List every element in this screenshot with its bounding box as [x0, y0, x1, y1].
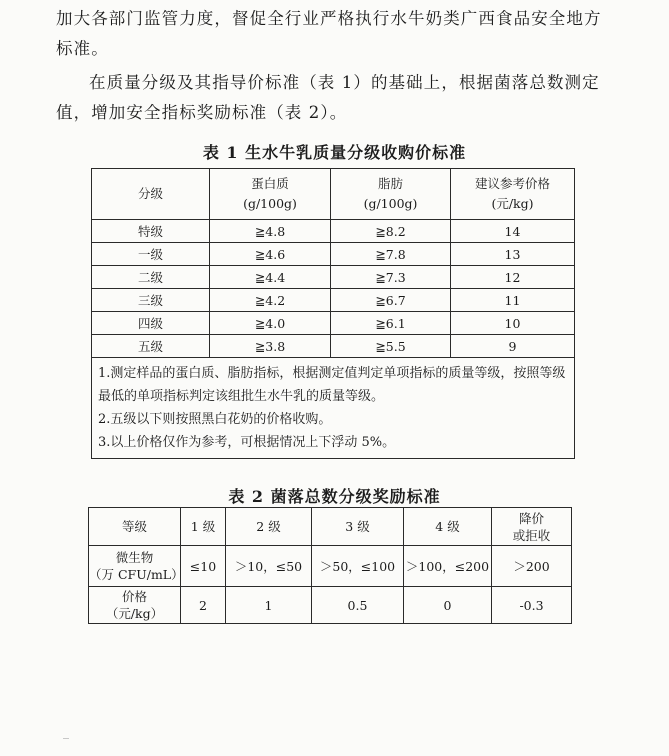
grade-cell: 特级 — [92, 220, 210, 243]
table1-header-cell: 分级 — [92, 169, 210, 220]
table-row — [92, 289, 575, 312]
table2-header-cell: 1 级 — [181, 508, 226, 546]
grade-cell: 四级 — [92, 312, 210, 335]
table-row — [92, 335, 575, 358]
reward-cell: 2 — [181, 587, 226, 624]
table1-header-row — [92, 169, 575, 220]
table-row — [89, 587, 572, 624]
protein-cell: ≧4.6 — [210, 243, 331, 266]
note-1: 1.测定样品的蛋白质、脂肪指标，根据测定值判定单项指标的质量等级，按照等级最低的单项指标判定该组批生水牛乳的质量等级。 — [98, 366, 566, 404]
price-cell: 10 — [451, 312, 575, 335]
price-cell: 11 — [451, 289, 575, 312]
price-label-cell: 价格 （元/kg） — [89, 587, 181, 624]
fat-cell: ≧7.8 — [331, 243, 451, 266]
table1-header-cell: 脂肪 (g/100g) — [331, 169, 451, 220]
table2-header-cell: 等级 — [89, 508, 181, 546]
table2-header-cell: 4 级 — [404, 508, 492, 546]
grade-cell: 一级 — [92, 243, 210, 266]
table1-notes-row — [92, 358, 575, 459]
grade-cell: 二级 — [92, 266, 210, 289]
micro-cell: ＞200 — [492, 546, 572, 587]
fat-cell: ≧5.5 — [331, 335, 451, 358]
reward-cell: 0 — [404, 587, 492, 624]
protein-cell: ≧3.8 — [210, 335, 331, 358]
micro-cell: ＞10，≤50 — [226, 546, 312, 587]
price-cell: 9 — [451, 335, 575, 358]
table2-header-cell: 降价 或拒收 — [492, 508, 572, 546]
note-3: 3.以上价格仅作为参考，可根据情况上下浮动 5%。 — [98, 435, 396, 450]
fat-cell: ≧8.2 — [331, 220, 451, 243]
reward-cell: 0.5 — [312, 587, 404, 624]
milk-grade-price-table — [91, 168, 575, 459]
table-row — [92, 266, 575, 289]
scan-speck — [63, 738, 69, 739]
protein-cell: ≧4.4 — [210, 266, 331, 289]
table1-caption: 表 1 生水牛乳质量分级收购价标准 — [202, 143, 467, 162]
protein-cell: ≧4.0 — [210, 312, 331, 335]
table2-caption: 表 2 菌落总数分级奖励标准 — [228, 487, 441, 506]
table2-header-row — [89, 508, 572, 546]
paragraph-2: 在质量分级及其指导价标准（表 1）的基础上，根据菌落总数测定值，增加安全指标奖励标准（表 2）。 — [56, 73, 600, 122]
reward-cell: 1 — [226, 587, 312, 624]
fat-cell: ≧6.7 — [331, 289, 451, 312]
grade-cell: 三级 — [92, 289, 210, 312]
paragraph-1: 加大各部门监管力度，督促全行业严格执行水牛奶类广西食品安全地方标准。 — [56, 9, 602, 58]
table-row — [89, 546, 572, 587]
fat-cell: ≧6.1 — [331, 312, 451, 335]
protein-cell: ≧4.2 — [210, 289, 331, 312]
table1-notes — [92, 358, 575, 459]
price-cell: 12 — [451, 266, 575, 289]
table2-header-cell: 2 级 — [226, 508, 312, 546]
table1-header-cell: 蛋白质 (g/100g) — [210, 169, 331, 220]
table1-header-cell: 建议参考价格 (元/kg) — [451, 169, 575, 220]
price-cell: 14 — [451, 220, 575, 243]
fat-cell: ≧7.3 — [331, 266, 451, 289]
table-row — [92, 220, 575, 243]
micro-cell: ≤10 — [181, 546, 226, 587]
table2-header-cell: 3 级 — [312, 508, 404, 546]
price-cell: 13 — [451, 243, 575, 266]
reward-cell: -0.3 — [492, 587, 572, 624]
bacteria-count-reward-table — [88, 507, 572, 624]
grade-cell: 五级 — [92, 335, 210, 358]
note-2: 2.五级以下则按照黑白花奶的价格收购。 — [98, 412, 332, 427]
micro-label-cell: 微生物 （万 CFU/mL） — [89, 546, 181, 587]
table-row — [92, 243, 575, 266]
micro-cell: ＞100，≤200 — [404, 546, 492, 587]
micro-cell: ＞50，≤100 — [312, 546, 404, 587]
table-row — [92, 312, 575, 335]
protein-cell: ≧4.8 — [210, 220, 331, 243]
